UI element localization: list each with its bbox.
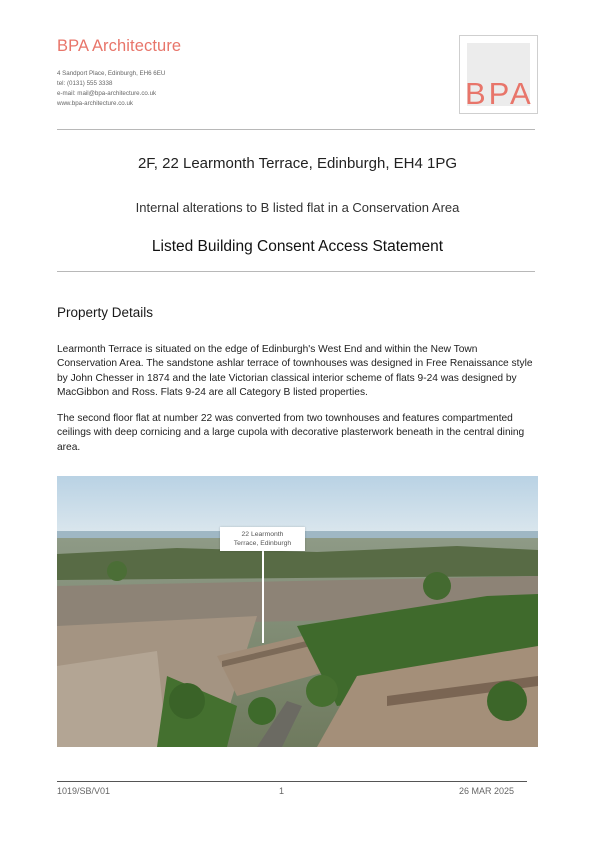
aerial-photo-illustration xyxy=(57,476,538,747)
callout-line-2: Terrace, Edinburgh xyxy=(233,539,292,547)
title-divider xyxy=(57,271,535,272)
photo-callout-label xyxy=(220,527,305,551)
callout-pointer xyxy=(262,551,264,643)
web-text: www.bpa-architecture.co.uk xyxy=(57,100,134,107)
document-title: Listed Building Consent Access Statement xyxy=(151,238,444,255)
aerial-photo xyxy=(57,476,538,747)
logo-text: BPA xyxy=(465,76,534,111)
paragraph-history: Learmonth Terrace is situated on the edge of Edinburgh's West End and within the New Town Conservation Area. The sandstone ashlar terrace of townhouses was designed in Free Renaissance style by John Chesser in 1874 and the late Victorian classical interior scheme of flats 9-24 was designed by MacGibbon and Ross. Flats 9-24 are all Category B listed properties. xyxy=(57,344,533,398)
page-number: 1 xyxy=(279,786,285,796)
paragraph-flat: The second floor flat at number 22 was converted from two townhouses and features compartmented ceilings with deep cornicing and a large cupola with decorative plasterwork beneath in the central dining area. xyxy=(57,413,525,453)
email-text: e-mail: mail@bpa-architecture.co.uk xyxy=(57,90,157,97)
document-date: 26 MAR 2025 xyxy=(459,786,515,796)
firm-name: BPA Architecture xyxy=(57,37,182,55)
footer-divider xyxy=(57,781,527,782)
header-divider xyxy=(57,129,535,130)
address-text: 4 Sandport Place, Edinburgh, EH6 6EU xyxy=(57,70,166,77)
callout-line-1: 22 Learmonth xyxy=(241,531,284,538)
property-address-title: 2F, 22 Learmonth Terrace, Edinburgh, EH4 1PG xyxy=(137,155,458,172)
firm-logo xyxy=(459,35,538,114)
contact-details xyxy=(57,69,165,109)
section-heading: Property Details xyxy=(57,305,154,320)
document-reference: 1019/SB/V01 xyxy=(57,786,111,796)
project-description: Internal alterations to B listed flat in a Conservation Area xyxy=(135,200,460,215)
tel-text: tel: (0131) 555 3338 xyxy=(57,80,113,87)
